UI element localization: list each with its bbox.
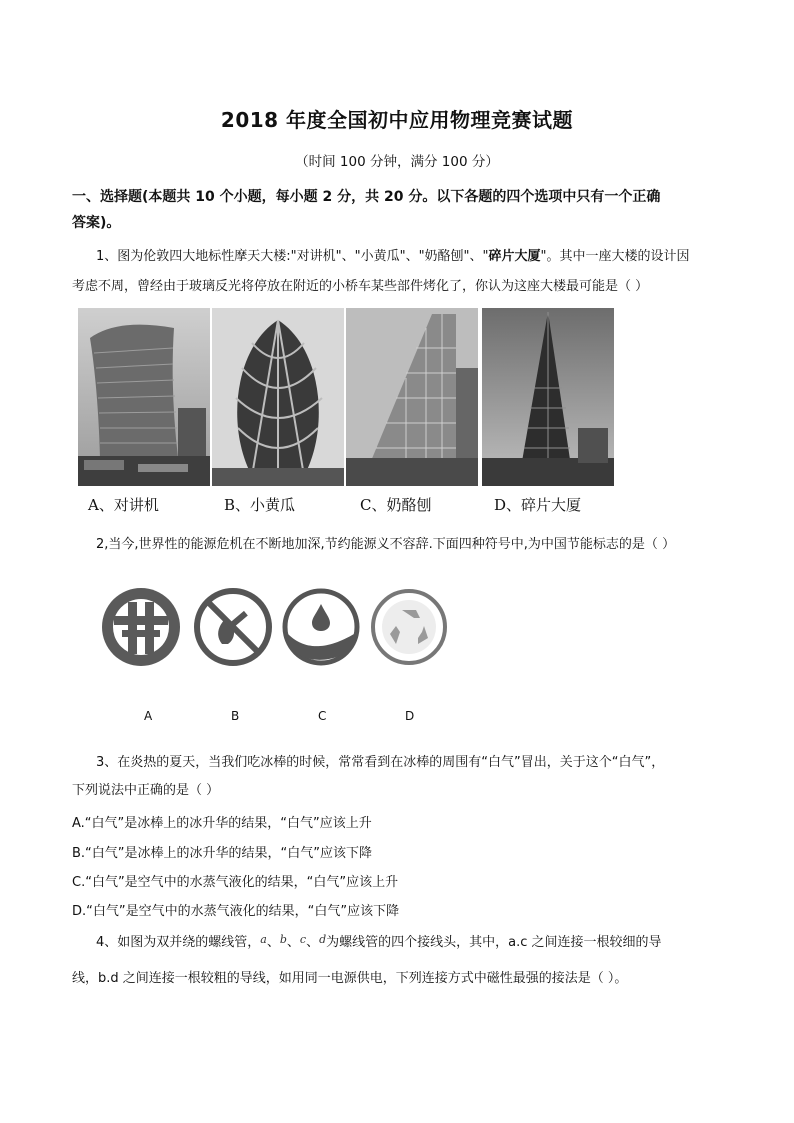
q1-line1 <box>96 242 736 272</box>
section-heading <box>72 184 732 236</box>
recycle-icon <box>368 586 450 668</box>
photo-cheesegrater <box>346 308 478 486</box>
term-d: d <box>319 933 327 946</box>
q3-option-d: D.“白气”是空气中的水蒸气液化的结果，“白气”应该下降 <box>72 904 400 919</box>
q4-line1: 4、如图为双并绕的螺线管，$^a$、$^b$、$^c$、$^d$为螺线管的四个接线头，其中，a.c 之间连接一根较细的导 <box>96 933 662 950</box>
q1-line1-pre: 1、图为伦敦四大地标性摩天大楼:"对讲机"、"小黄瓜"、"奶酪刨"、" <box>96 249 489 264</box>
exam-subtitle: （时间 100 分钟，满分 100 分） <box>295 154 499 170</box>
q1-line1-post: "。其中一座大楼的设计因 <box>540 249 690 264</box>
energy-saving-logo-icon <box>100 586 182 668</box>
photo-walkie-talkie <box>78 308 210 486</box>
photo-gherkin <box>212 308 344 486</box>
term-b: b <box>279 933 287 946</box>
caption-d: D、碎片大厦 <box>494 496 582 514</box>
q1-line2: 考虑不周，曾经由于玻璃反光将停放在附近的小桥车某些部件烤化了，你认为这座大楼最可能是（ ） <box>72 279 649 294</box>
q4-line1-pre: 4、如图为双并绕的螺线管， <box>96 935 261 950</box>
photo-shard <box>482 308 614 486</box>
page-title: 2018 年度全国初中应用物理竞赛试题 <box>220 108 574 132</box>
caption-a: A、对讲机 <box>88 496 159 514</box>
section-heading-line1: 一、选择题(本题共 10 个小题，每小题 2 分，共 20 分。以下各题的四个选项中只有一个正确 <box>72 189 661 205</box>
water-drop-hand-icon <box>280 586 362 668</box>
q1-line1-bold: 碎片大厦 <box>488 249 541 264</box>
q3-option-b: B.“白气”是冰棒上的冰升华的结果，“白气”应该下降 <box>72 846 372 861</box>
q3-option-c: C.“白气”是空气中的水蒸气液化的结果，“白气”应该上升 <box>72 875 399 890</box>
caption-b: B、小黄瓜 <box>224 496 296 514</box>
symbol-label-c: C <box>318 709 327 723</box>
q3-line1: 3、在炎热的夏天，当我们吃冰棒的时候，常常看到在冰棒的周围有“白气”冒出，关于这个“白气”， <box>96 755 665 770</box>
q4-line2: 线，b.d 之间连接一根较粗的导线，如用同一电源供电，下列连接方式中磁性最强的接法是（ ）。 <box>72 971 628 986</box>
caption-c: C、奶酪刨 <box>360 496 432 514</box>
term-c: c <box>299 933 307 946</box>
symbol-label-a: A <box>144 709 153 723</box>
q3-line2: 下列说法中正确的是（ ） <box>72 783 220 798</box>
symbol-label-b: B <box>231 709 240 723</box>
no-fire-icon <box>192 586 274 668</box>
symbol-label-d: D <box>405 709 415 723</box>
term-a: a <box>260 933 267 946</box>
q3-option-a: A.“白气”是冰棒上的冰升华的结果，“白气”应该上升 <box>72 816 372 831</box>
section-heading-line2: 答案)。 <box>72 215 121 231</box>
q2-text: 2,当今,世界性的能源危机在不断地加深,节约能源义不容辞.下面四种符号中,为中国节能标志的是（ ） <box>96 537 676 552</box>
q4-line1-post: 为螺线管的四个接线头，其中，a.c 之间连接一根较细的导 <box>326 935 662 950</box>
